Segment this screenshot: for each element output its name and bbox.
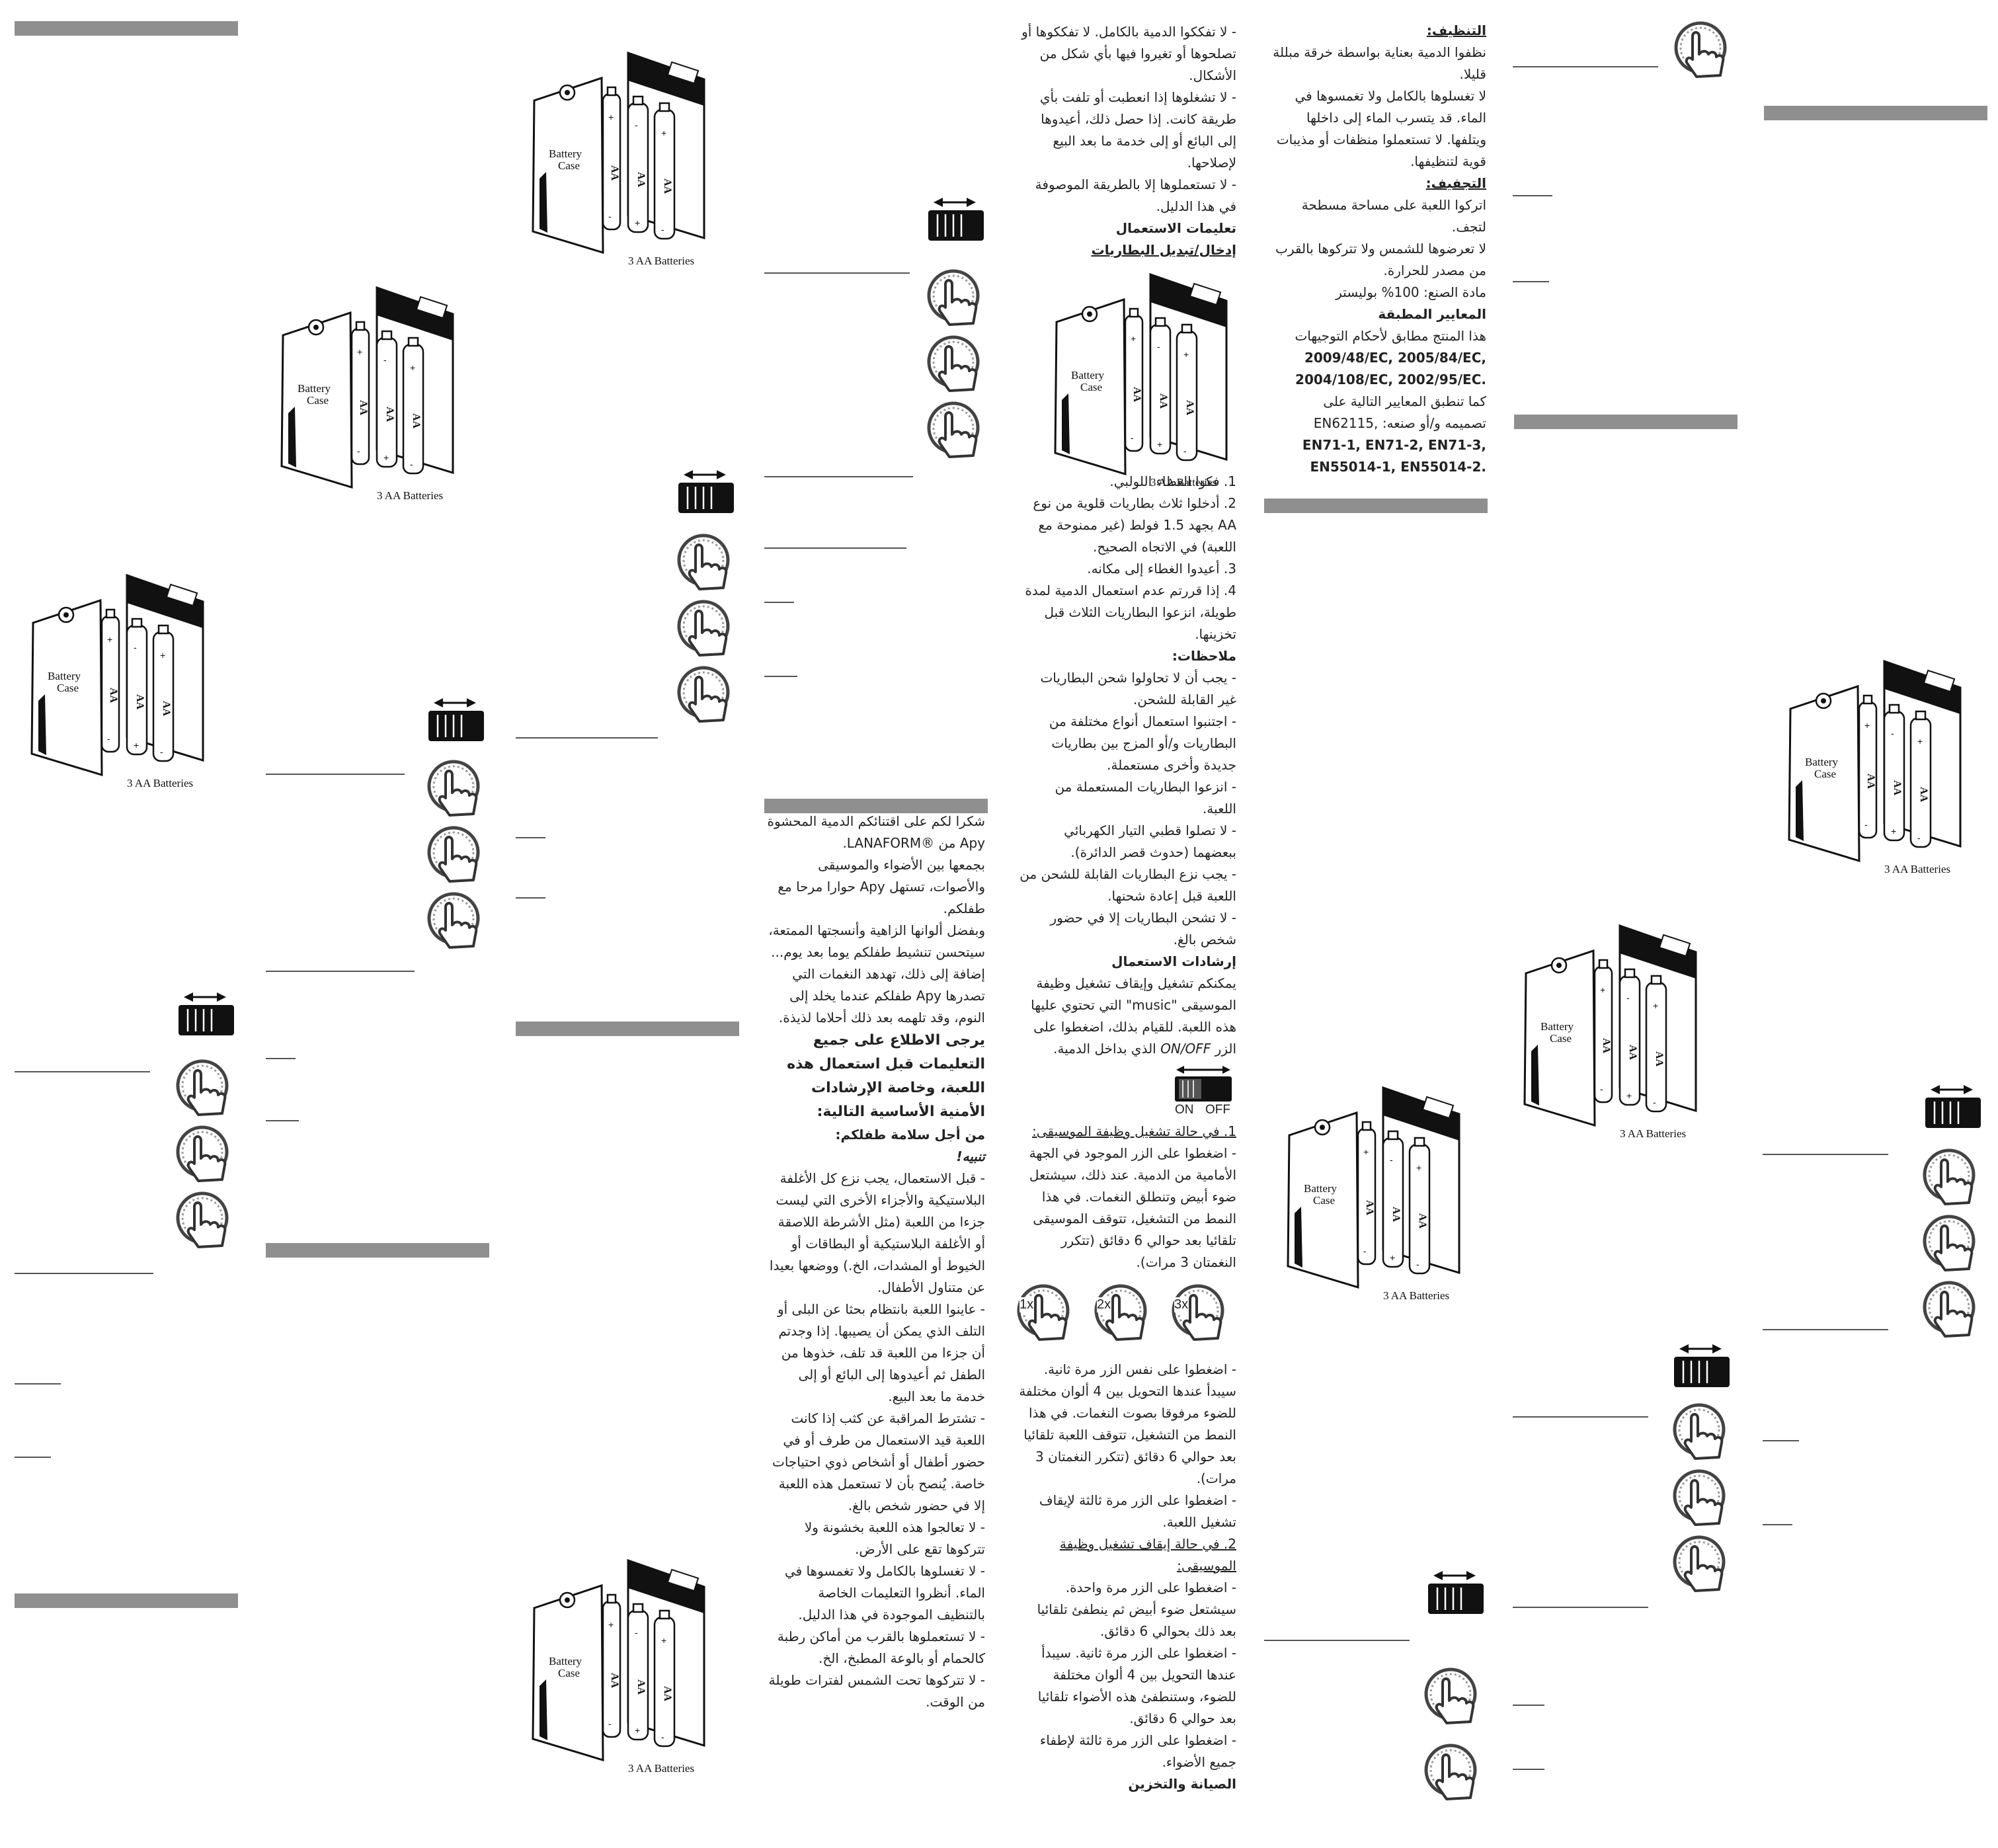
drying-title: التجفيف:: [1425, 175, 1486, 191]
divider: [764, 547, 906, 549]
paragraph: - لا تغسلوها بالكامل ولا تغمسوها في الماء. أنظروا التعليمات الخاصة بالتنظيف الموجودة في هذا الدليل.: [784, 1563, 985, 1623]
sliding-switch-icon: [1924, 1084, 1983, 1131]
paragraph: - عاينوا اللعبة بانتظام بحثا عن البلى أو التلف الذي يمكن أن يصيبها. إذا وجدتم أن جزءا من اللعبة قد تلف، خذوها من الطفل ثم أعيدوها إلى البائع أو إلى خدمة ما بعد البيع.: [777, 1301, 985, 1404]
paragraph: لا تعرضوها للشمس ولا تتركوها بالقرب من مصدر للحرارة.: [1275, 241, 1486, 278]
finger-press-icon: [926, 400, 985, 463]
norm-list: EN71-1, EN71-2, EN71-3,: [1302, 437, 1486, 453]
finger-press-icon: [1016, 1283, 1075, 1346]
notes-title: ملاحظات:: [1172, 648, 1236, 664]
divider: [764, 272, 910, 274]
sliding-switch-icon: [427, 698, 487, 744]
paragraph: - لا تشغلوها إذا انعطبت أو تلفت بأي طريقة كانت. إذا حصل ذلك، أعيدوها إلى البائع أو إلى خدمة ما بعد البيع لإصلاحها.: [1039, 89, 1236, 171]
finger-press-icon: [175, 1190, 234, 1253]
music-column: [1018, 1121, 1236, 1273]
divider: [15, 1383, 61, 1385]
finger-press-icon: [426, 824, 485, 887]
separator-bar: [1264, 499, 1488, 513]
paragraph: 3. أعيدوا الغطاء إلى مكانه.: [1087, 561, 1236, 577]
paragraph: - اضغطوا على الزر مرة ثانية. سيبدأ عندها التحويل بين 4 ألوان مختلفة للضوء، وستنطفئ هذه الأضواء تلقائيا بعد حوالي 6 دقائق.: [1037, 1645, 1236, 1726]
instructions-column-top: [1018, 21, 1236, 261]
on-off-label: ON/OFF: [1160, 1041, 1211, 1057]
usage-title: تعليمات الاستعمال: [1115, 220, 1236, 236]
divider: [1513, 66, 1658, 67]
divider: [516, 837, 545, 838]
divider: [15, 1071, 150, 1072]
cleaning-column: [1268, 20, 1486, 478]
paragraph: - لا تستعملوها إلا بالطريقة الموصوفة في هذا الدليل.: [1035, 177, 1236, 214]
finger-press-icon: [1921, 1213, 1981, 1276]
switch-off-label: OFF: [1205, 1103, 1230, 1117]
divider: [15, 1273, 153, 1274]
separator-bar: [266, 1243, 489, 1258]
divider: [1513, 1607, 1648, 1608]
paragraph: مادة الصنع: 100% بوليستر: [1336, 284, 1486, 300]
music-off-title: 2. في حالة إيقاف تشغيل وظيفة الموسيقى:: [1059, 1536, 1236, 1574]
sliding-switch-icon: [927, 197, 986, 243]
divider: [266, 774, 405, 775]
finger-press-icon: [1423, 1666, 1482, 1729]
paragraph: هذا المنتج مطابق لأحكام التوجيهات: [1295, 328, 1486, 344]
sliding-switch-icon: [177, 992, 237, 1038]
finger-press-icon: [426, 758, 485, 821]
standards-title: المعايير المطبقة: [1378, 306, 1486, 322]
battery-case-illustration: [1284, 1081, 1469, 1306]
sliding-switch-icon: [677, 469, 737, 516]
sliding-switch-icon: [1673, 1344, 1732, 1390]
paragraph: - اضغطوا على الزر مرة واحدة. سيشتعل ضوء أبيض ثم ينطفئ تلقائيا بعد ذلك بحوالي 6 دقائق.: [1037, 1580, 1236, 1639]
press-count-label: 2x: [1097, 1297, 1111, 1312]
finger-press-icon: [1093, 1283, 1152, 1346]
divider: [1513, 195, 1552, 196]
paragraph: - اضغطوا على الزر مرة ثالثة لإيقاف تشغيل اللعبة.: [1039, 1492, 1236, 1530]
guide-title: إرشادات الاستعمال: [1111, 953, 1236, 969]
press-3x: [1016, 1283, 1075, 1346]
guide-text: الذي بداخل الدمية.: [1053, 1041, 1156, 1057]
paragraph: - لا تتركوها تحت الشمس لفترات طويلة من الوقت.: [768, 1672, 985, 1710]
paragraph: - اضغطوا على الزر مرة ثالثة لإطفاء جميع الأضواء.: [1039, 1732, 1236, 1770]
paragraph: - لا تشحن البطاريات إلا في حضور شخص بالغ.: [1050, 910, 1236, 947]
on-off-switch: [1174, 1066, 1233, 1119]
finger-press-icon: [926, 334, 985, 397]
finger-press-icon: [676, 598, 735, 661]
finger-press-icon: [676, 664, 735, 727]
paragraph: 4. إذا قررتم عدم استعمال الدمية لمدة طويلة، انزعوا البطاريات الثلاث قبل تخزينها.: [1025, 583, 1236, 642]
finger-press-icon: [1170, 1283, 1230, 1346]
paragraph: 2. أدخلوا ثلاث بطاريات قلوية من نوع AA بجهد 1.5 فولط (غير ممنوحة مع اللعبة) في الاتجاه الصحيح.: [1033, 495, 1236, 555]
warning-title: تنبيه!: [956, 1148, 985, 1164]
battery-case-illustration: [28, 569, 213, 793]
finger-press-icon: [926, 268, 985, 331]
separator-bar: [1764, 106, 1987, 120]
child-safety-title: من أجل سلامة طفلكم:: [835, 1127, 985, 1143]
read-instructions: يرجى الاطلاع على جميع التعليمات قبل استعمال هذه اللعبة، وخاصة الإرشادات الأمنية الأساسية التالية:: [787, 1032, 985, 1120]
battery-case-illustration: [278, 281, 463, 506]
paragraph: - تشترط المراقبة عن كثب إذا كانت اللعبة قيد الاستعمال من طرف أو في حضور أطفال أو أشخاص ذوي احتياجات خاصة. يُنصح بأن لا تستعمل هذه اللعبة إلا في حضور شخص بالغ.: [772, 1410, 985, 1513]
paragraph: - لا تستعملوها بالقرب من أماكن رطبة كالحمام أو بالوعة المطبخ، الخ.: [777, 1628, 985, 1666]
battery-case-illustration: [529, 46, 714, 271]
press-1x: [1170, 1283, 1230, 1346]
finger-press-icon: [175, 1124, 234, 1187]
divider: [764, 676, 797, 677]
divider: [1763, 1154, 1888, 1155]
separator-bar: [516, 1022, 739, 1036]
finger-press-icon: [1671, 1402, 1731, 1465]
separator-bar: [15, 21, 238, 36]
paragraph: شكرا لكم على اقتنائكم الدمية المحشوة Apy من ®LANAFORM.: [767, 813, 985, 851]
switch-on-label: ON: [1175, 1103, 1194, 1117]
finger-press-icon: [175, 1058, 234, 1121]
paragraph: - اضغطوا على الزر الموجود في الجهة الأمامية من الدمية. عند ذلك، سيشتعل ضوء أبيض وتنطلق النغمات. في هذا النمط من التشغيل، تتوقف الموسيقى تلقائيا بعد حوالي 6 دقائق (تتكرر النغمتان 3 مرات).: [1029, 1145, 1236, 1270]
finger-press-icon: [1671, 1468, 1731, 1531]
paragraph: - يجب أن لا تحاولوا شحن البطاريات غير القابلة للشحن.: [1040, 670, 1236, 707]
press-count-label: 3x: [1174, 1297, 1189, 1312]
paragraph: 1. فكوا الغطاء اللولبي.: [1109, 473, 1236, 489]
finger-press-icon: [1673, 20, 1732, 83]
music-column-cont: [1018, 1359, 1236, 1795]
paragraph: - يجب نزع البطاريات القابلة للشحن من اللعبة قبل إعادة شحنها.: [1019, 866, 1236, 904]
divider: [1513, 1705, 1544, 1706]
press-count-label: 1x: [1019, 1297, 1034, 1312]
paragraph: لا تغسلوها بالكامل ولا تغمسوها في الماء. قد يتسرب الماء إلى داخلها ويتلفها. لا تستعملوا منظفات أو مذيبات قوية لتنظيفها.: [1276, 88, 1486, 169]
divider: [516, 737, 658, 739]
divider: [1763, 1329, 1888, 1330]
divider: [1264, 1640, 1410, 1641]
finger-press-icon: [1423, 1742, 1482, 1805]
divider: [266, 1120, 299, 1121]
finger-press-icon: [426, 891, 485, 953]
directive-list: 2009/48/EC, 2005/84/EC,: [1304, 350, 1486, 366]
battery-title: إدخال/تبديل البطاريات: [1091, 242, 1236, 258]
finger-press-icon: [1671, 1534, 1731, 1597]
divider: [1513, 1416, 1648, 1418]
battery-case-illustration: [529, 1554, 714, 1779]
paragraph: - اجتنبوا استعمال أنواع مختلفة من البطاريات و/أو المزج بين بطاريات جديدة وأخرى مستعملة.: [1049, 713, 1236, 773]
paragraph: وبفضل ألوانها الزاهية وأنسجتها الممتعة، سيتحسن تنشيط طفلكم يوما بعد يوم...: [768, 922, 985, 960]
battery-case-illustration: [1521, 919, 1706, 1144]
battery-case-illustration: [1051, 268, 1236, 493]
divider: [1763, 1524, 1792, 1525]
intro-column: [767, 811, 985, 1713]
paragraph: تصميمه و/أو صنعه: ,EN62115: [1313, 415, 1486, 431]
divider: [1763, 1440, 1799, 1441]
norm-list: EN55014-1, EN55014-2.: [1310, 459, 1486, 475]
divider: [266, 971, 415, 972]
divider: [266, 1058, 296, 1059]
paragraph: - قبل الاستعمال، يجب نزع كل الأغلفة البلاستيكية والأجزاء الأخرى التي ليست جزءا من اللعبة (مثل الأشرطة اللاصقة أو الأغلفة البلاستيكية أو البطاقات أو الخيوط أو المشدات، الخ.) ووضعها بعيدا عن متناول الأطفال.: [769, 1170, 985, 1295]
separator-bar: [1514, 415, 1738, 429]
separator-bar: [15, 1593, 238, 1608]
paragraph: - لا تعالجوا هذه اللعبة بخشونة ولا تتركوها تقع على الأرض.: [804, 1519, 985, 1557]
paragraph: [1018, 973, 1236, 1060]
finger-press-icon: [676, 532, 735, 595]
paragraph: - اضغطوا على نفس الزر مرة ثانية. سيبدأ عندها التحويل بين 4 ألوان مختلفة للضوء مرفوقا بصوت النغمات. في هذا النمط من التشغيل، تتوقف اللعبة تلقائيا بعد حوالي 6 دقائق (تتكرر النغمتان 3 مرات).: [1019, 1361, 1236, 1486]
paragraph: كما تنطبق المعايير التالية على: [1323, 393, 1486, 409]
finger-press-icon: [1921, 1147, 1981, 1210]
finger-press-icon: [1921, 1279, 1981, 1342]
instructions-column-steps: [1018, 471, 1236, 1060]
paragraph: إضافة إلى ذلك، تهدهد النغمات التي تصدرها Apy طفلكم عندما يخلد إلى النوم، وقد تلهمه بعد ذلك أحلاما لذيذة.: [778, 966, 985, 1025]
press-2x: [1093, 1283, 1152, 1346]
paragraph: - لا تصلوا قطبي التيار الكهربائي ببعضهما (حدوث قصر الدائرة).: [1064, 823, 1236, 860]
paragraph: اتركوا اللعبة على مساحة مسطحة لتجف.: [1301, 197, 1486, 235]
sliding-switch-icon: [1427, 1570, 1486, 1617]
divider: [764, 602, 794, 603]
divider: [764, 476, 913, 477]
paragraph: بجمعها بين الأضواء والموسيقى والأصوات، تستهل Apy حوارا مرحا مع طفلكم.: [778, 857, 985, 916]
maintenance-title: الصيانة والتخزين: [1128, 1776, 1236, 1792]
divider: [516, 897, 545, 899]
paragraph: - انزعوا البطاريات المستعملة من اللعبة.: [1055, 779, 1236, 817]
divider: [1513, 281, 1549, 282]
divider: [15, 1457, 51, 1458]
divider: [1513, 1769, 1544, 1770]
on-off-switch-icon: [1174, 1066, 1233, 1103]
cleaning-title: التنظيف:: [1426, 22, 1486, 38]
directive-list: 2004/108/EC, 2002/95/EC.: [1295, 372, 1486, 387]
music-on-title: 1. في حالة تشغيل وظيفة الموسيقى:: [1032, 1123, 1236, 1139]
battery-case-illustration: [1785, 655, 1970, 879]
paragraph: - لا تفككوا الدمية بالكامل. لا تفككوها أو تصلحوها أو تغيروا فيها بأي شكل من الأشكال.: [1021, 24, 1236, 83]
paragraph: نظفوا الدمية بعناية بواسطة خرقة مبللة قليلا.: [1273, 44, 1486, 82]
guide-text: يمكنكم تشغيل وإيقاف تشغيل وظيفة الموسيقى "music" التي تحتوي عليها هذه اللعبة. للقيام بذلك، اضغطوا على الزر: [1031, 975, 1236, 1057]
